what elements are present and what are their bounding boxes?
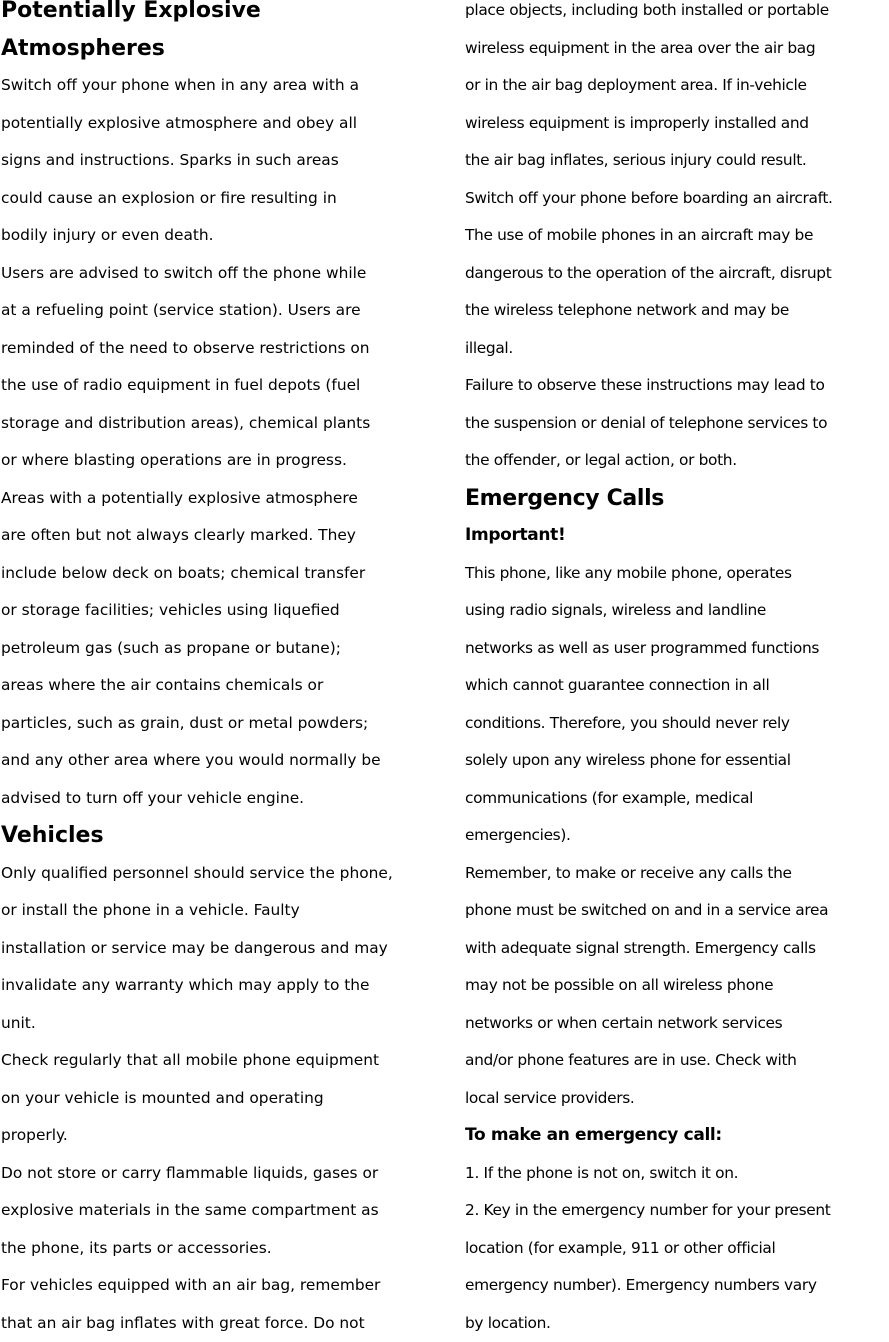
right-text-line: phone must be switched on and in a service area — [465, 892, 889, 930]
left-text-line: properly. — [1, 1117, 433, 1155]
left-section-heading: Potentially Explosive — [1, 0, 433, 30]
left-text-line: areas where the air contains chemicals or — [1, 667, 433, 705]
left-text-line: or storage facilities; vehicles using liquefied — [1, 592, 433, 630]
left-text-line: Check regularly that all mobile phone equipment — [1, 1042, 433, 1080]
left-text-line: advised to turn off your vehicle engine. — [1, 780, 433, 818]
left-text-line: bodily injury or even death. — [1, 217, 433, 255]
left-text-line: storage and distribution areas), chemical plants — [1, 405, 433, 443]
right-text-line: and/or phone features are in use. Check with — [465, 1042, 889, 1080]
right-text-line: wireless equipment in the area over the air bag — [465, 30, 889, 68]
right-text-line: by location. — [465, 1305, 889, 1342]
left-text-line: installation or service may be dangerous and may — [1, 930, 433, 968]
left-text-line: or install the phone in a vehicle. Faulty — [1, 892, 433, 930]
left-text-line: invalidate any warranty which may apply to the — [1, 967, 433, 1005]
left-column — [1, 0, 433, 1342]
left-text-line: Do not store or carry flammable liquids, gases or — [1, 1155, 433, 1193]
right-text-line: solely upon any wireless phone for essential — [465, 742, 889, 780]
right-subheading: Important! — [465, 517, 889, 555]
left-text-line: For vehicles equipped with an air bag, remember — [1, 1267, 433, 1305]
left-text-line: or where blasting operations are in progress. — [1, 442, 433, 480]
right-text-line: with adequate signal strength. Emergency calls — [465, 930, 889, 968]
right-text-line: 2. Key in the emergency number for your present — [465, 1192, 889, 1230]
right-text-line: Failure to observe these instructions may lead to — [465, 367, 889, 405]
right-text-line: may not be possible on all wireless phone — [465, 967, 889, 1005]
left-text-line: that an air bag inflates with great force. Do not — [1, 1305, 433, 1342]
left-text-line: signs and instructions. Sparks in such areas — [1, 142, 433, 180]
left-section-heading: Atmospheres — [1, 30, 433, 68]
right-text-line: dangerous to the operation of the aircraft, disrupt — [465, 255, 889, 293]
right-text-line: Switch off your phone before boarding an aircraft. — [465, 180, 889, 218]
right-text-line: emergency number). Emergency numbers vary — [465, 1267, 889, 1305]
right-text-line: wireless equipment is improperly installed and — [465, 105, 889, 143]
right-text-line: communications (for example, medical — [465, 780, 889, 818]
right-text-line: local service providers. — [465, 1080, 889, 1118]
right-text-line: the suspension or denial of telephone services to — [465, 405, 889, 443]
left-text-line: and any other area where you would normally be — [1, 742, 433, 780]
right-text-line: conditions. Therefore, you should never rely — [465, 705, 889, 743]
left-text-line: the use of radio equipment in fuel depots (fuel — [1, 367, 433, 405]
right-text-line: place objects, including both installed or portable — [465, 0, 889, 30]
left-text-line: Switch off your phone when in any area with a — [1, 67, 433, 105]
right-text-line: or in the air bag deployment area. If in-vehicle — [465, 67, 889, 105]
left-text-line: at a refueling point (service station). Users are — [1, 292, 433, 330]
right-text-line: the air bag inflates, serious injury could result. — [465, 142, 889, 180]
right-text-line: the wireless telephone network and may be — [465, 292, 889, 330]
right-section-heading: Emergency Calls — [465, 480, 889, 518]
right-text-line: networks or when certain network services — [465, 1005, 889, 1043]
left-text-line: the phone, its parts or accessories. — [1, 1230, 433, 1268]
left-text-line: Areas with a potentially explosive atmosphere — [1, 480, 433, 518]
left-text-line: could cause an explosion or fire resulting in — [1, 180, 433, 218]
right-text-line: The use of mobile phones in an aircraft may be — [465, 217, 889, 255]
right-text-line: which cannot guarantee connection in all — [465, 667, 889, 705]
right-text-line: This phone, like any mobile phone, operates — [465, 555, 889, 593]
left-text-line: on your vehicle is mounted and operating — [1, 1080, 433, 1118]
left-text-line: Users are advised to switch off the phone while — [1, 255, 433, 293]
right-text-line: networks as well as user programmed functions — [465, 630, 889, 668]
right-text-line: the offender, or legal action, or both. — [465, 442, 889, 480]
right-subheading: To make an emergency call: — [465, 1117, 889, 1155]
left-text-line: unit. — [1, 1005, 433, 1043]
right-text-line: location (for example, 911 or other official — [465, 1230, 889, 1268]
right-column — [465, 0, 889, 1342]
left-text-line: Only qualified personnel should service the phone, — [1, 855, 433, 893]
right-text-line: illegal. — [465, 330, 889, 368]
left-section-heading: Vehicles — [1, 817, 433, 855]
left-text-line: potentially explosive atmosphere and obey all — [1, 105, 433, 143]
right-text-line: using radio signals, wireless and landline — [465, 592, 889, 630]
left-text-line: include below deck on boats; chemical transfer — [1, 555, 433, 593]
right-text-line: Remember, to make or receive any calls the — [465, 855, 889, 893]
left-text-line: are often but not always clearly marked. They — [1, 517, 433, 555]
right-text-line: 1. If the phone is not on, switch it on. — [465, 1155, 889, 1193]
left-text-line: petroleum gas (such as propane or butane); — [1, 630, 433, 668]
right-text-line: emergencies). — [465, 817, 889, 855]
left-text-line: reminded of the need to observe restrictions on — [1, 330, 433, 368]
left-text-line: particles, such as grain, dust or metal powders; — [1, 705, 433, 743]
left-text-line: explosive materials in the same compartment as — [1, 1192, 433, 1230]
